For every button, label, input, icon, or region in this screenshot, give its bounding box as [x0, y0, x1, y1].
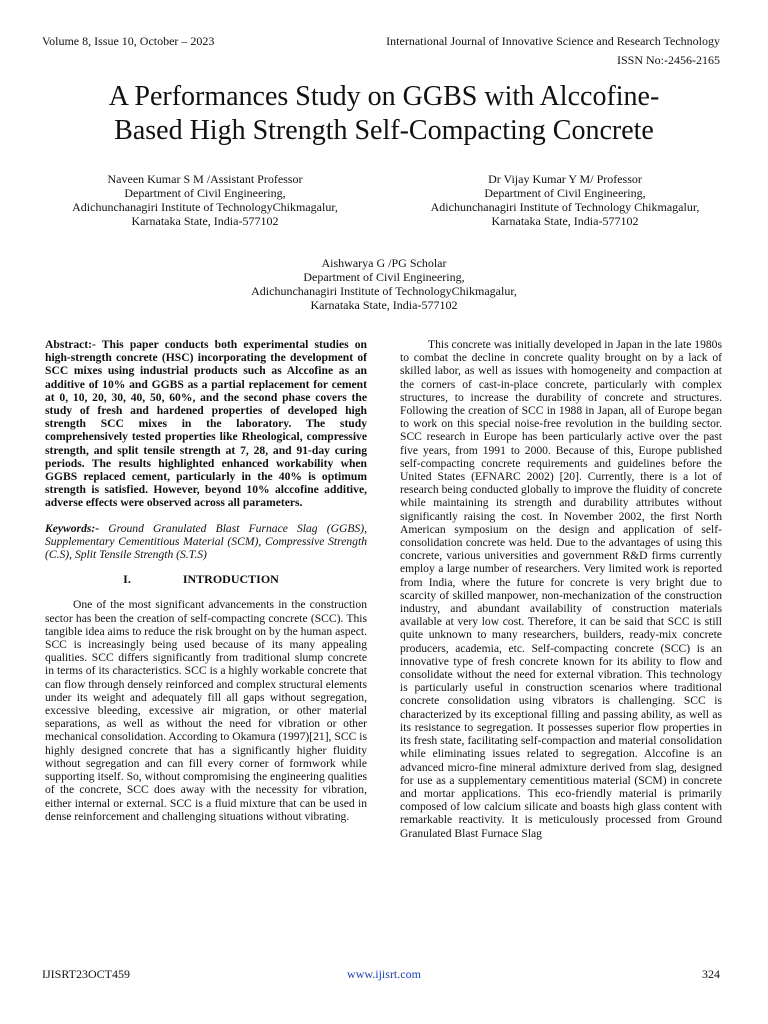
keywords-label: Keywords:- [45, 521, 100, 535]
author-block-2 [380, 172, 750, 228]
author-institute: Adichunchanagiri Institute of TechnologyChikmagalur, [72, 200, 338, 214]
author-institute: Adichunchanagiri Institute of Technology Chikmagalur, [430, 200, 700, 214]
right-column [400, 338, 722, 840]
keywords-text: Ground Granulated Blast Furnace Slag (GGBS), Supplementary Cementitious Material (SCM), Compressive Strength (C.S), Split Tensile Strength (S.T.S) [45, 521, 367, 562]
author-location: Karnataka State, India-577102 [491, 214, 639, 228]
author-department: Department of Civil Engineering, [484, 186, 646, 200]
issn-number: ISSN No:-2456-2165 [616, 53, 720, 67]
section-heading [45, 573, 367, 586]
author-location: Karnataka State, India-577102 [310, 298, 458, 312]
author-name-role: Dr Vijay Kumar Y M/ Professor [488, 172, 642, 186]
keywords [45, 522, 367, 562]
paper-id: IJISRT23OCT459 [42, 967, 130, 981]
author-block-1 [20, 172, 390, 228]
intro-paragraph: One of the most significant advancements in the construction sector has been the creation of self-compacting concrete (SCC). This tangible idea aims to reduce the risk brought on by the human aspect. SCC is increasingly being used because of its many appealing qualities. SCC differs significantly from traditional slump concrete in terms of its characteristics. SCC is a highly workable concrete that can flow through densely reinforced and complex structural elements under its weight and adequately fill all gaps without segregation, excessive bleeding, excessive air migration, or other material separations, as well as without the need for vibration or other mechanical consolidation. According to Okamura (1997)[21], SCC is highly designed concrete that has a significantly higher fluidity without segregation and can fill every corner of formwork while supporting itself. So, without compromising the engineering qualities of the concrete, SCC does away with the necessity for vibration, either internal or external. SCC is a fluid mixture that can be used in dense reinforcement and challenging situations without vibrating. [45, 598, 367, 823]
author-department: Department of Civil Engineering, [124, 186, 286, 200]
journal-website-link[interactable]: www.ijisrt.com [347, 967, 421, 981]
title-line-1: A Performances Study on GGBS with Alccofine- [108, 81, 660, 112]
left-column [45, 338, 367, 823]
paper-title [0, 80, 768, 148]
abstract: Abstract:- This paper conducts both experimental studies on high-strength concrete (HSC) incorporating the development of SCC mixes using industrial products such as Alccofine as an additive of 10% and GGBS as a partial replacement for cement at 0, 10, 20, 30, 40, 50, 60%, and the second phase covers the study of fresh and hardened properties of developed high strength SCC mixes in the laboratory. The study comprehensively tested properties like Rheological, compressive strength, and split tensile strength at 7, 28, and 91-day curing periods. The results highlighted enhanced workability when GGBS replaced cement, particularly in the 40% is optimum strength is satisfied. However, beyond 10% alccofine additive, adverse effects were observed across all parameters. [45, 338, 367, 510]
author-block-3 [184, 256, 584, 312]
page-number: 324 [702, 967, 720, 981]
body-paragraph: This concrete was initially developed in Japan in the late 1980s to combat the decline in concrete quality brought on by a lack of skilled labor, as well as issues with homogeneity and compaction at the corners of cast-in-place concrete, particularly with complex structures, to increase the durability of concrete and structures. Following the creation of SCC in 1988 in Japan, all of Europe began to work on this special noise-free revolution in the building sector. SCC research in Europe has been particularly active over the past five years, from 1991 to 2000. Because of this, Europe published self-compacting concrete requirements and guidelines before the United States (EFNARC 2002) [20]. Currently, there is a lot of research being conducted globally to improve the fluidity of concrete while maintaining its strength and durability attributes without significantly raising the cost. In November 2002, the first North American symposium on the design and application of self-consolidation concrete was held. Due to the advantages of using this concrete, various universities and government R&D firms currently employ a large number of researchers. Very limited work is reported from India, where the future for concrete is very bright due to scarcity of skilled manpower, non-mechanization of the construction industry, and abundant availability of construction materials available at very low cost. Therefore, it can be said that SCC is still quite unknown to many researchers, builders, ready-mix concrete producers, academia, etc. Self-compacting concrete (SCC) is an innovative type of fresh concrete known for its ability to flow and consolidate without the need for external vibration. This technology is particularly useful in construction scenarios where traditional concrete consolidation using vibrators is challenging. SCC is characterized by its exceptional filling and passing ability, as well as its resistance to segregation. It possesses superior flow properties in its fresh state, facilitating self-compaction and material consolidation while eliminating issues related to segregation. Alccofine is an advanced micro-fine mineral admixture derived from slag, designed for use as a supplementary cementitious material (SCM) in concrete and mortar applications. This eco-friendly material is primarily composed of low calcium silicate and boasts high glass content with remarkable reactivity. It is meticulously processed from Ground Granulated Blast Furnace Slag [400, 338, 722, 840]
author-department: Department of Civil Engineering, [303, 270, 465, 284]
section-number: I. [123, 572, 131, 587]
author-name-role: Naveen Kumar S M /Assistant Professor [107, 172, 303, 186]
journal-name: International Journal of Innovative Science and Research Technology [386, 34, 720, 48]
author-location: Karnataka State, India-577102 [131, 214, 279, 228]
section-title: INTRODUCTION [182, 572, 279, 587]
title-line-2: Based High Strength Self-Compacting Concrete [114, 115, 654, 146]
author-name-role: Aishwarya G /PG Scholar [321, 256, 447, 270]
author-institute: Adichunchanagiri Institute of TechnologyChikmagalur, [251, 284, 517, 298]
journal-volume: Volume 8, Issue 10, October – 2023 [42, 34, 215, 48]
